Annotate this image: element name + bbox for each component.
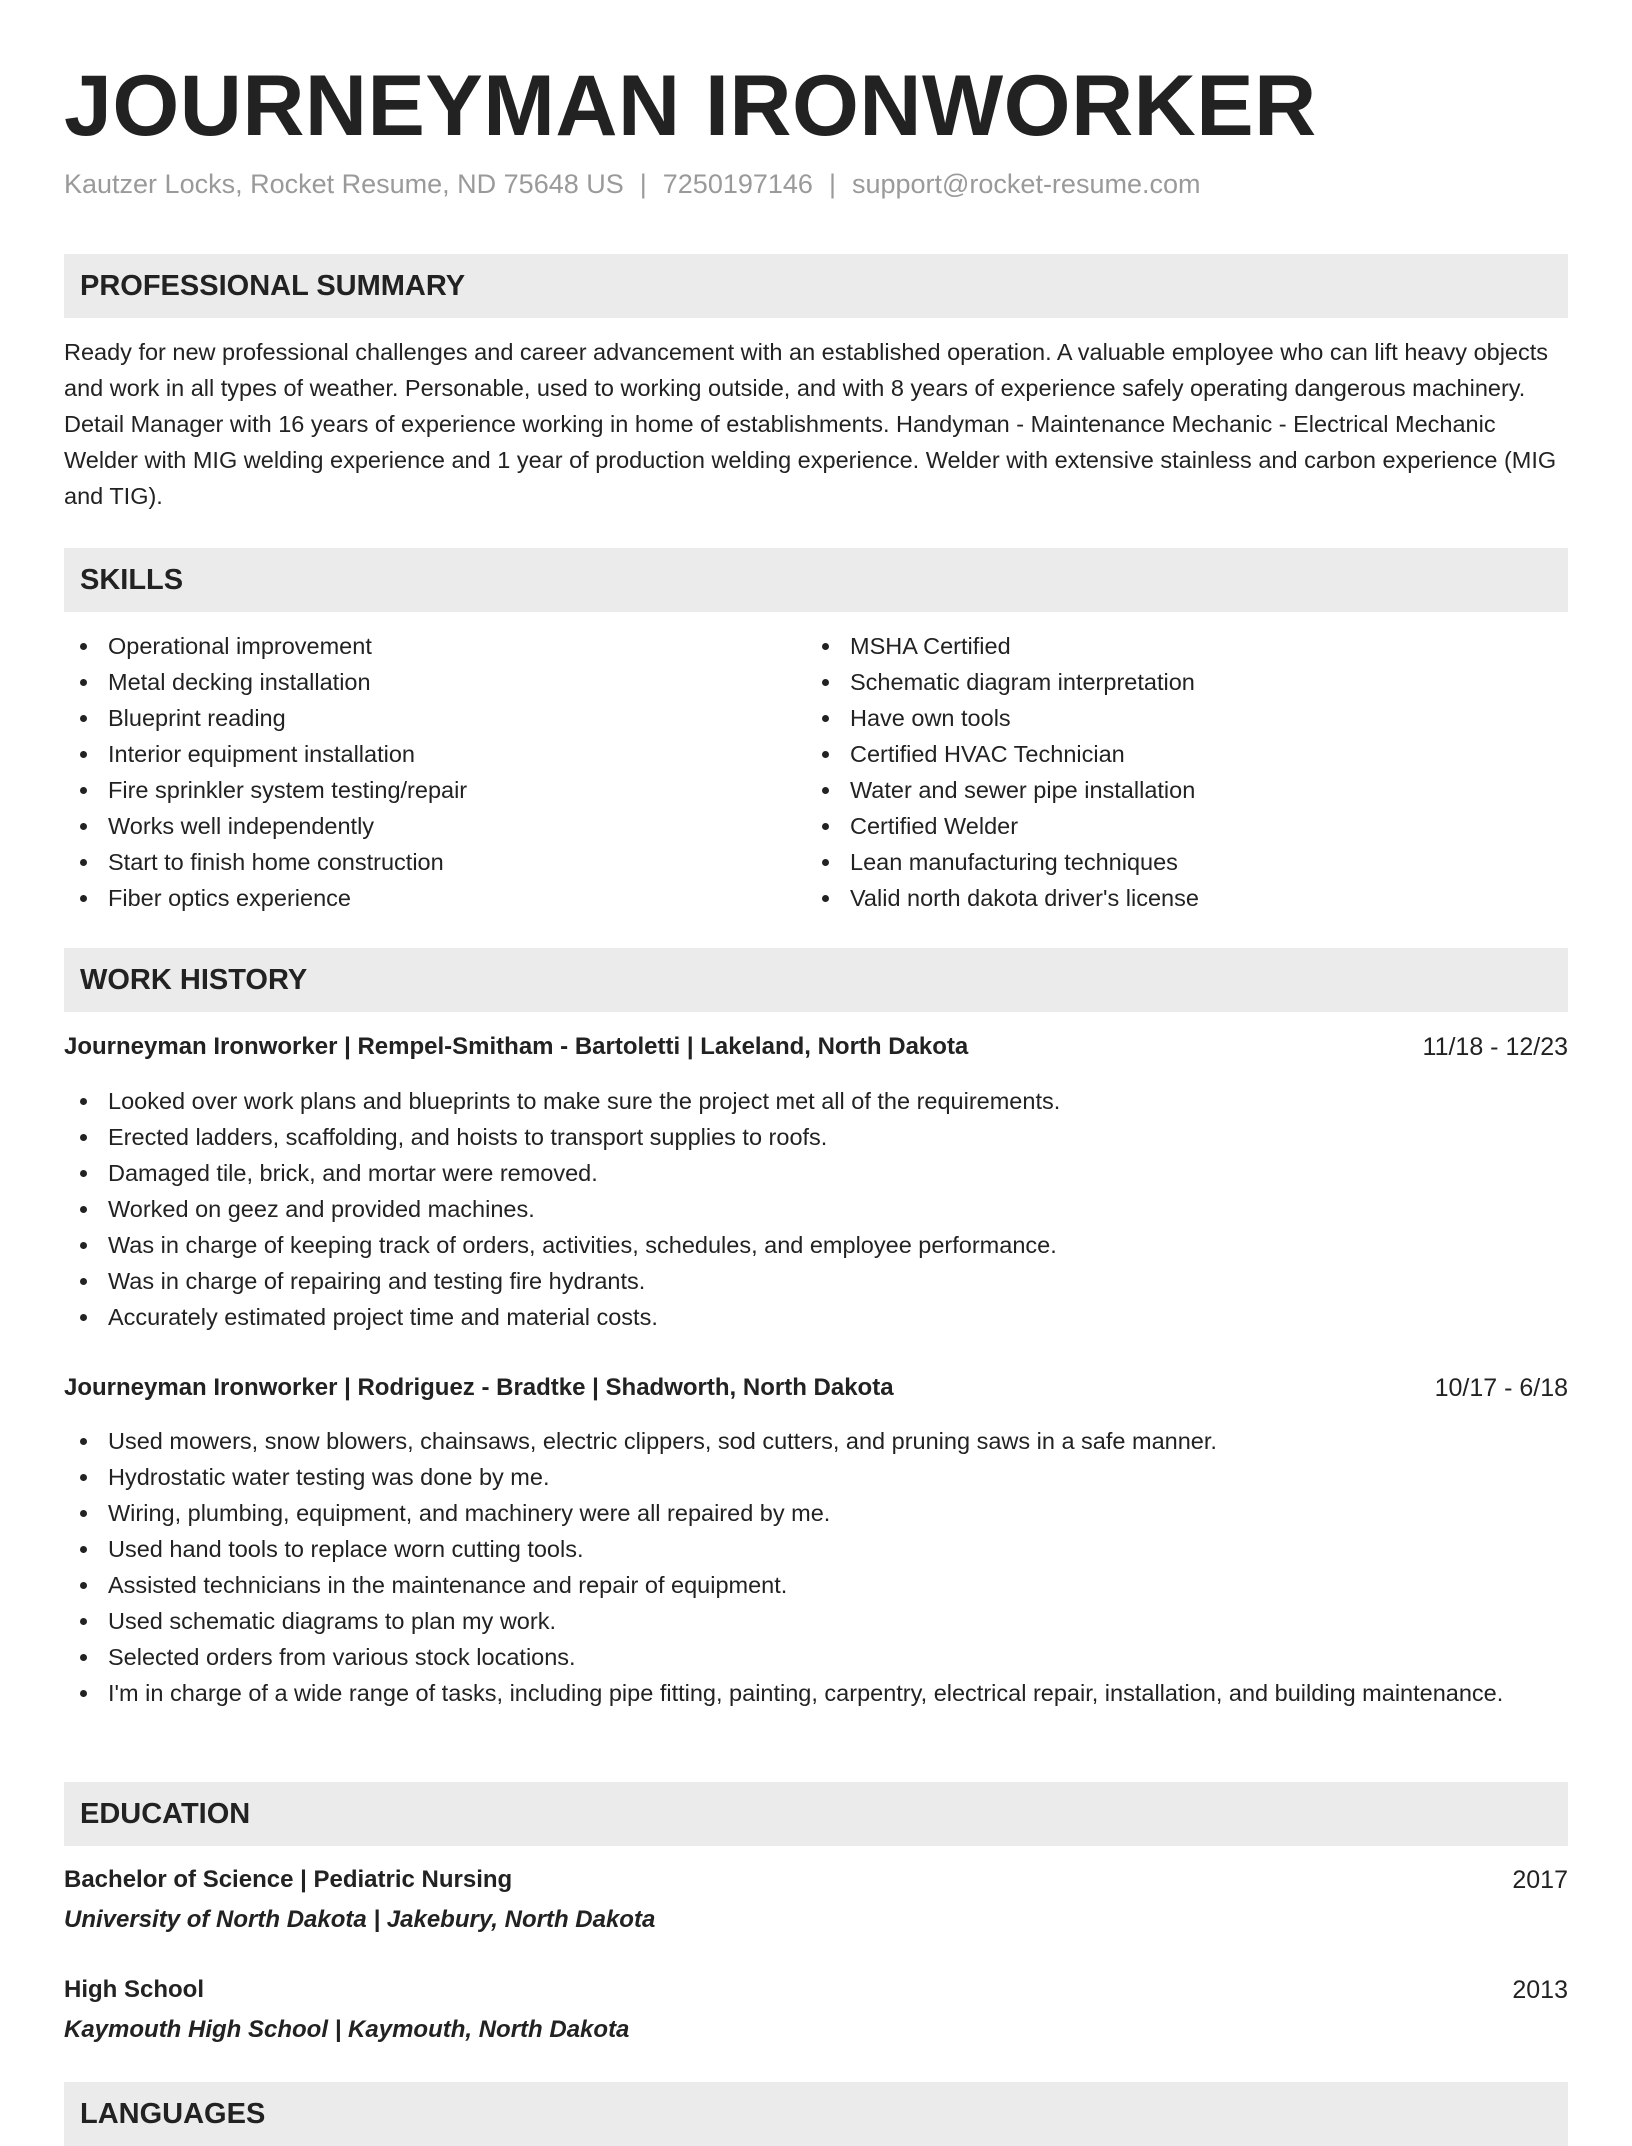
skill-item: Certified HVAC Technician (806, 736, 1546, 772)
skill-item: Metal decking installation (64, 664, 804, 700)
work-section-title: WORK HISTORY (80, 964, 308, 996)
job-duty-item: Accurately estimated project time and material costs. (64, 1299, 1568, 1335)
job-duty-item: Was in charge of repairing and testing fire hydrants. (64, 1263, 1568, 1299)
job-duty-item: Used schematic diagrams to plan my work. (64, 1603, 1504, 1639)
job-duty-item: Assisted technicians in the maintenance and repair of equipment. (64, 1567, 1504, 1603)
skills-section-header (64, 548, 1568, 612)
education-section-header (64, 1782, 1568, 1846)
education-school: Kaymouth High School | Kaymouth, North Dakota (64, 2016, 630, 2043)
contact-address: Kautzer Locks, Rocket Resume, ND 75648 US (64, 169, 624, 199)
skills-list-left (64, 628, 804, 916)
job-duty-item: Looked over work plans and blueprints to make sure the project met all of the requirements. (64, 1083, 1568, 1119)
job-duties-list (64, 1423, 1504, 1711)
job-title: Journeyman Ironworker | Rodriguez - Bradtke | Shadworth, North Dakota (64, 1374, 894, 1401)
job-duty-item: Erected ladders, scaffolding, and hoists to transport supplies to roofs. (64, 1119, 1568, 1155)
job-duty-item: Was in charge of keeping track of orders, activities, schedules, and employee performance. (64, 1227, 1568, 1263)
job-duty-item: I'm in charge of a wide range of tasks, including pipe fitting, painting, carpentry, electrical repair, installation, and building maintenance. (64, 1675, 1504, 1711)
skills-list-right (806, 628, 1546, 916)
contact-email: support@rocket-resume.com (851, 169, 1201, 199)
education-degree: Bachelor of Science | Pediatric Nursing (64, 1866, 513, 1893)
skill-item: Lean manufacturing techniques (806, 844, 1546, 880)
resume-name: JOURNEYMAN IRONWORKER (64, 58, 1317, 154)
education-year: 2013 (1512, 1976, 1568, 2004)
skill-item: Blueprint reading (64, 700, 804, 736)
job-duty-item: Worked on geez and provided machines. (64, 1191, 1568, 1227)
skill-item: Interior equipment installation (64, 736, 804, 772)
contact-line (64, 164, 1200, 204)
job-duty-item: Selected orders from various stock locations. (64, 1639, 1504, 1675)
skill-item: Start to finish home construction (64, 844, 804, 880)
summary-text: Ready for new professional challenges and career advancement with an established operation. A valuable employee who can lift heavy objects and work in all types of weather. Personable, used to working outside, and with 8 years of experience safely operating dangerous machinery. Detail Manager with 16 years of experience working in home of establishments. Handyman - Maintenance Mechanic - Electrical Mechanic Welder with MIG welding experience and 1 year of production welding experience. Welder with extensive stainless and carbon experience (MIG and TIG). (64, 339, 1557, 509)
contact-phone: 7250197146 (662, 169, 813, 199)
skill-item: Operational improvement (64, 628, 804, 664)
skill-item: Water and sewer pipe installation (806, 772, 1546, 808)
skill-item: Fiber optics experience (64, 880, 804, 916)
education-degree: High School (64, 1976, 204, 2003)
languages-section-header (64, 2082, 1568, 2146)
skill-item: MSHA Certified (806, 628, 1546, 664)
job-duties-list (64, 1083, 1568, 1335)
job-duty-item: Used mowers, snow blowers, chainsaws, electric clippers, sod cutters, and pruning saws in a safe manner. (64, 1423, 1504, 1459)
job-duty-item: Damaged tile, brick, and mortar were removed. (64, 1155, 1568, 1191)
job-dates: 10/17 - 6/18 (1434, 1374, 1568, 1402)
skill-item: Works well independently (64, 808, 804, 844)
education-year: 2017 (1512, 1866, 1568, 1894)
job-title: Journeyman Ironworker | Rempel-Smitham - Bartoletti | Lakeland, North Dakota (64, 1033, 969, 1060)
education-school: University of North Dakota | Jakebury, North Dakota (64, 1906, 656, 1933)
job-duty-item: Wiring, plumbing, equipment, and machinery were all repaired by me. (64, 1495, 1504, 1531)
summary-section-title: PROFESSIONAL SUMMARY (80, 270, 466, 302)
job-duty-item: Used hand tools to replace worn cutting tools. (64, 1531, 1504, 1567)
job-dates: 11/18 - 12/23 (1422, 1033, 1568, 1061)
skill-item: Fire sprinkler system testing/repair (64, 772, 804, 808)
skill-item: Valid north dakota driver's license (806, 880, 1546, 916)
job-duty-item: Hydrostatic water testing was done by me. (64, 1459, 1504, 1495)
work-section-header (64, 948, 1568, 1012)
skill-item: Certified Welder (806, 808, 1546, 844)
skills-section-title: SKILLS (80, 564, 184, 596)
summary-section-header (64, 254, 1568, 318)
skill-item: Have own tools (806, 700, 1546, 736)
education-section-title: EDUCATION (80, 1798, 251, 1830)
languages-section-title: LANGUAGES (80, 2098, 266, 2130)
contact-separator: | (828, 169, 836, 199)
contact-separator: | (639, 169, 647, 199)
skill-item: Schematic diagram interpretation (806, 664, 1546, 700)
